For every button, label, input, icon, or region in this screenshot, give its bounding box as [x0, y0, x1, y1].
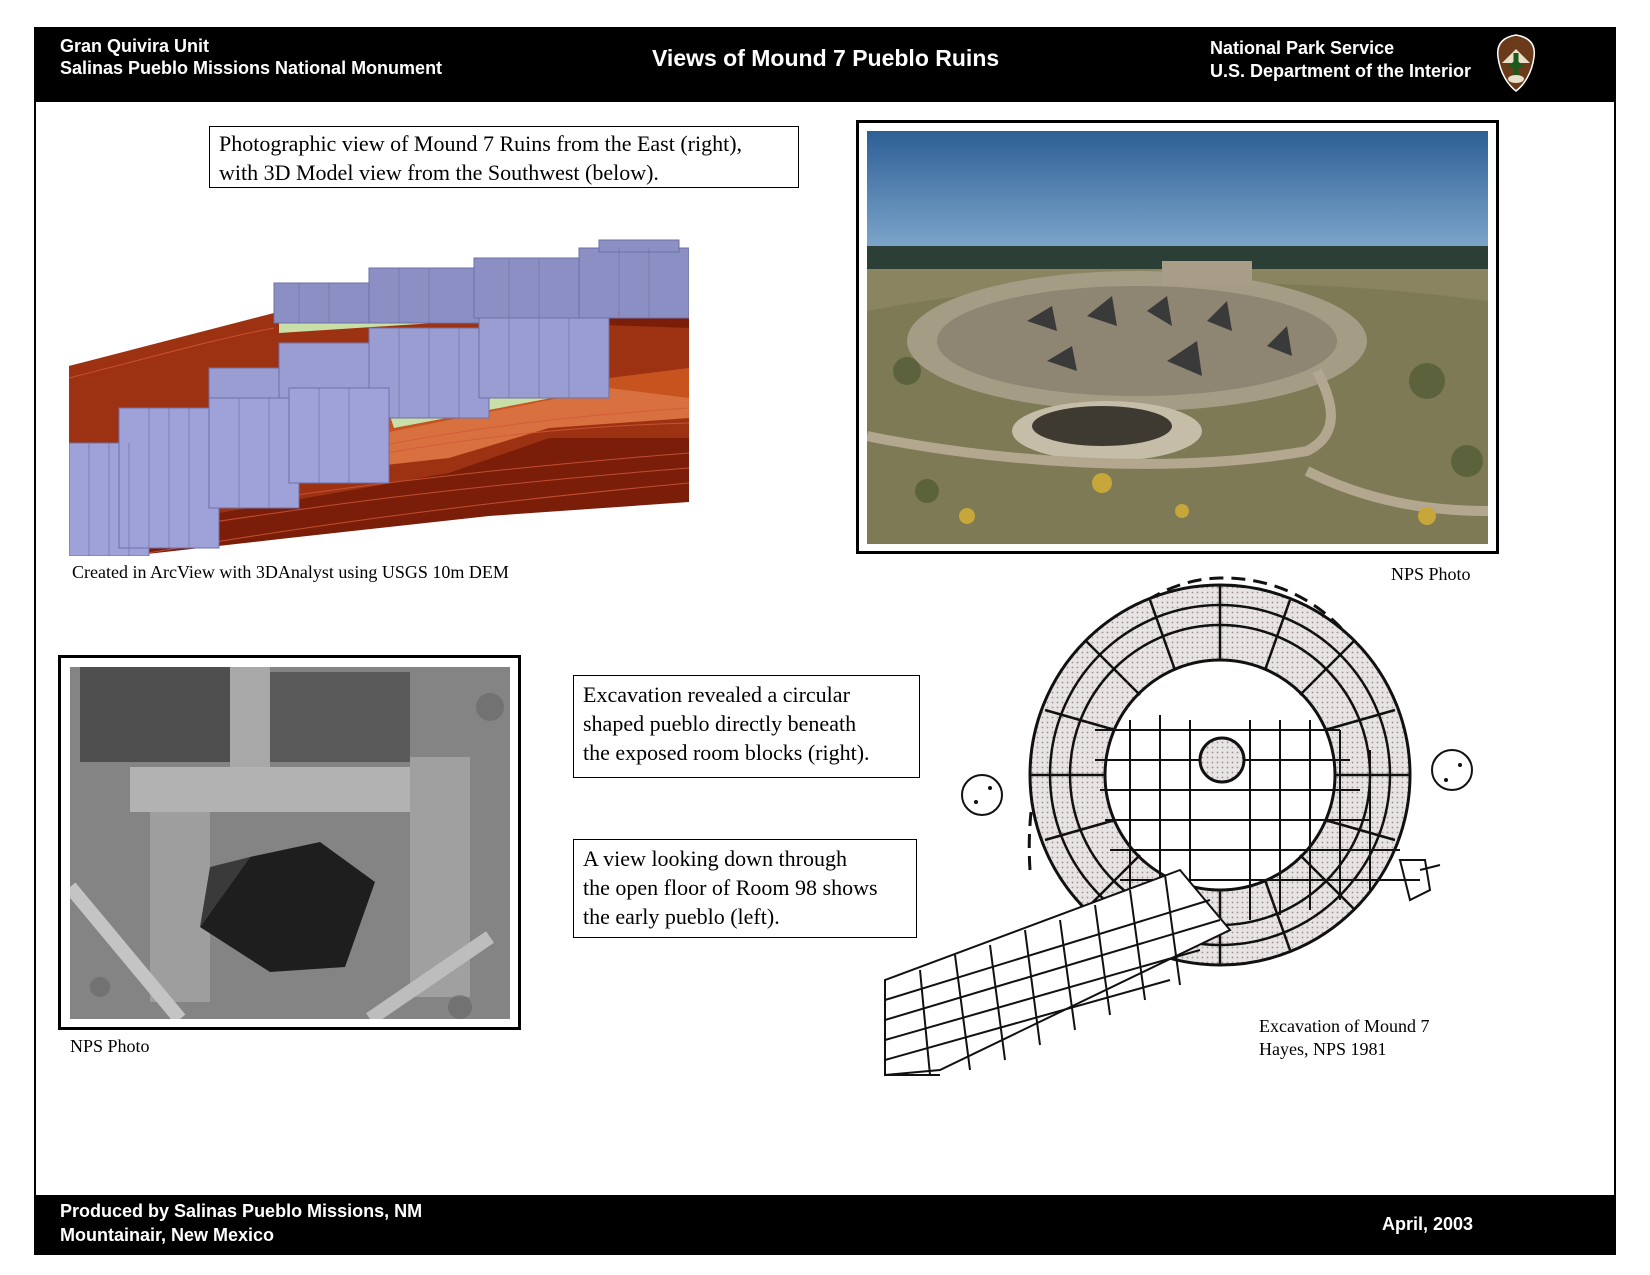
- top-caption-line-2: with 3D Model view from the Southwest (below).: [219, 160, 659, 185]
- excavation-caption-line-3: the exposed room blocks (right).: [583, 740, 870, 765]
- room98-caption-box: [573, 839, 917, 938]
- page-title: Views of Mound 7 Pueblo Ruins: [652, 45, 1000, 71]
- plan-credit-line-1: Excavation of Mound 7: [1259, 1016, 1430, 1036]
- top-photo-credit: NPS Photo: [1391, 564, 1471, 584]
- top-caption-box: [209, 126, 799, 188]
- model-credit: Created in ArcView with 3DAnalyst using USGS 10m DEM: [72, 562, 509, 582]
- excavation-caption-line-2: shaped pueblo directly beneath: [583, 711, 857, 736]
- room98-photo: [70, 667, 510, 1019]
- mound7-east-photo: [867, 131, 1488, 544]
- room98-caption-line-1: A view looking down through: [583, 846, 847, 871]
- excavation-caption-line-1: Excavation revealed a circular: [583, 682, 850, 707]
- footer-bar: [34, 1195, 1616, 1255]
- footer-producer: Produced by Salinas Pueblo Missions, NM: [60, 1201, 423, 1221]
- plan-credit-line-2: Hayes, NPS 1981: [1259, 1039, 1387, 1059]
- header-department: U.S. Department of the Interior: [1210, 61, 1472, 81]
- header-bar: [34, 27, 1616, 102]
- footer-date: April, 2003: [1382, 1214, 1474, 1234]
- plan-credit: [1259, 1015, 1429, 1061]
- 3d-model-image: [69, 238, 689, 556]
- nps-arrowhead-icon: [1494, 33, 1538, 93]
- room98-caption-line-2: the open floor of Room 98 shows: [583, 875, 878, 900]
- mound7-photo-frame: [856, 120, 1499, 554]
- room98-photo-frame: [58, 655, 521, 1030]
- footer-location: Mountainair, New Mexico: [60, 1225, 275, 1245]
- header-monument-name: Salinas Pueblo Missions National Monument: [60, 58, 443, 78]
- room98-caption-line-3: the early pueblo (left).: [583, 904, 780, 929]
- excavation-caption-box: [573, 675, 920, 778]
- header-unit-name: Gran Quivira Unit: [60, 36, 210, 56]
- excavation-plan-drawing: [880, 570, 1490, 1085]
- bottom-photo-credit: NPS Photo: [70, 1036, 150, 1056]
- header-agency: National Park Service: [1210, 38, 1395, 58]
- top-caption-line-1: Photographic view of Mound 7 Ruins from the East (right),: [219, 131, 743, 156]
